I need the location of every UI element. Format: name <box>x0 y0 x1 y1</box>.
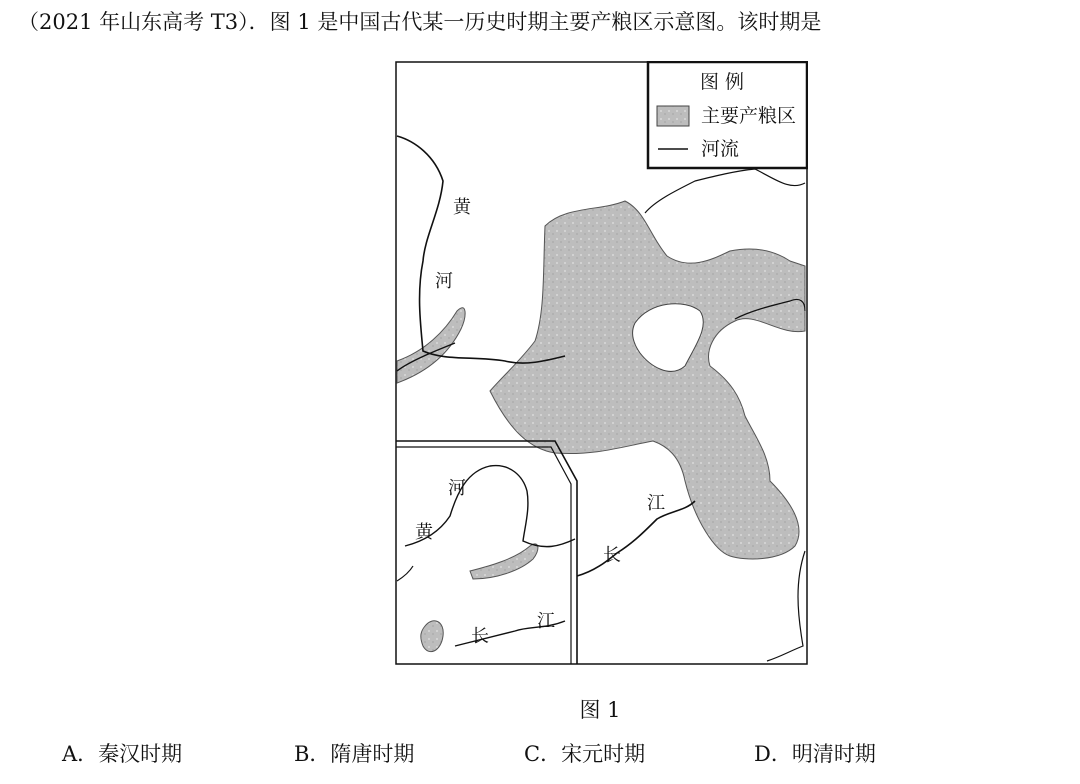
legend-grain-label: 主要产粮区 <box>701 105 797 127</box>
option-a[interactable]: A．秦汉时期 <box>62 742 183 766</box>
grain-region-map <box>395 61 808 665</box>
question-text: （2021 年山东高考 T3）．图 1 是中国古代某一历史时期主要产粮区示意图。该时期是 <box>18 10 822 34</box>
label-yangtze-2: 长 <box>603 545 621 566</box>
figure-caption: 图 1 <box>579 698 621 722</box>
legend-river-label: 河流 <box>701 138 740 160</box>
label-inset-yellow-river-1: 河 <box>448 478 466 499</box>
legend-grain-swatch <box>657 106 689 126</box>
option-b[interactable]: B．隋唐时期 <box>294 742 415 766</box>
answer-options <box>62 738 1062 772</box>
option-c[interactable]: C．宋元时期 <box>524 742 646 766</box>
label-yellow-river-1: 黄 <box>453 197 471 218</box>
label-yangtze-1: 江 <box>647 493 665 514</box>
option-d[interactable]: D．明清时期 <box>754 742 876 766</box>
label-yellow-river-2: 河 <box>435 271 453 292</box>
label-inset-yellow-river-2: 黄 <box>415 522 433 543</box>
label-inset-yangtze-2: 江 <box>537 611 555 632</box>
label-inset-yangtze-1: 长 <box>471 626 489 647</box>
legend-title: 图 例 <box>700 71 745 93</box>
